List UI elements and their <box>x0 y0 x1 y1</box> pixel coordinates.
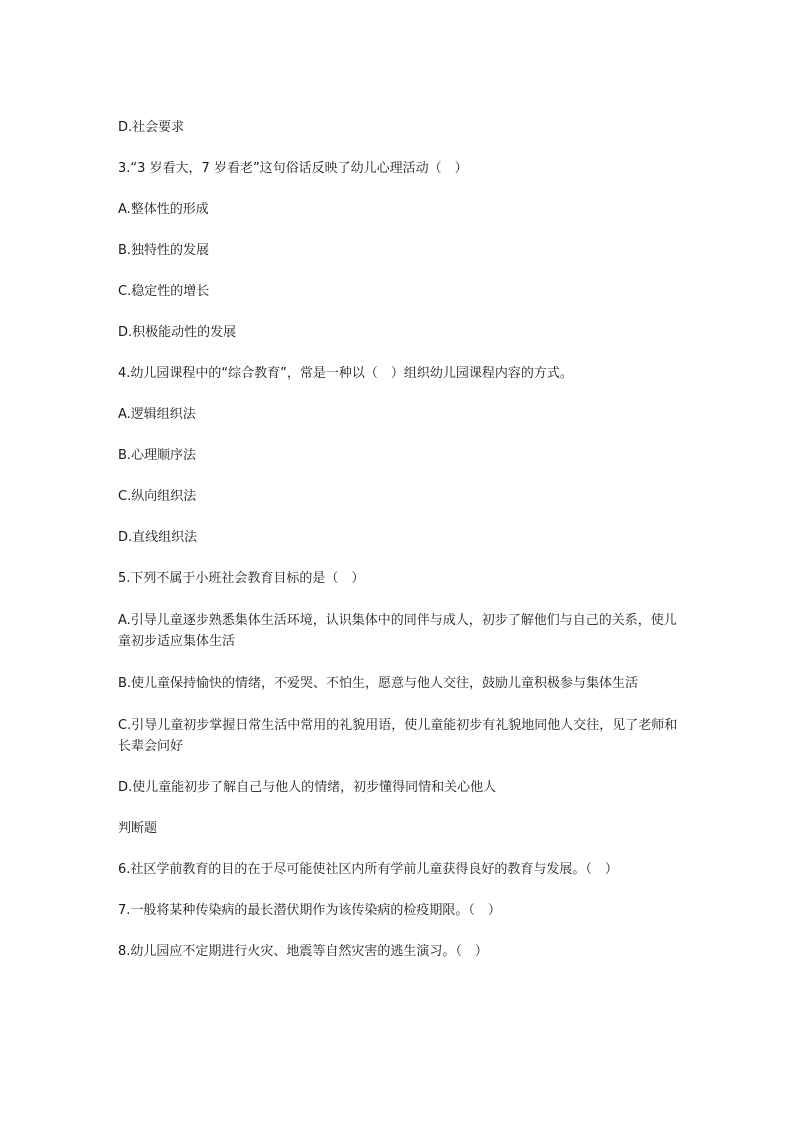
option-b-q5: B.使儿童保持愉快的情绪，不爱哭、不怕生，愿意与他人交往，鼓励儿童积极参与集体生活 <box>118 676 639 691</box>
option-b-q4: B.心理顺序法 <box>118 448 197 463</box>
section-heading-true-false: 判断题 <box>118 821 158 836</box>
question-5: 5.下列不属于小班社会教育目标的是（ ） <box>118 571 365 586</box>
question-4: 4.幼儿园课程中的“综合教育”，常是一种以（ ）组织幼儿园课程内容的方式。 <box>118 366 573 381</box>
question-7: 7.一般将某种传染病的最长潜伏期作为该传染病的检疫期限。（ ） <box>118 903 501 918</box>
option-c-q3: C.稳定性的增长 <box>118 284 210 299</box>
question-3: 3.“3 岁看大，7 岁看老”这句俗话反映了幼儿心理活动（ ） <box>118 161 468 176</box>
option-a-q4: A.逻辑组织法 <box>118 407 196 422</box>
question-8: 8.幼儿园应不定期进行火灾、地震等自然灾害的逃生演习。（ ） <box>118 944 488 959</box>
option-d-q4: D.直线组织法 <box>118 530 198 545</box>
option-d-q5: D.使儿童能初步了解自己与他人的情绪，初步懂得同情和关心他人 <box>118 780 497 795</box>
option-d-q3: D.积极能动性的发展 <box>118 325 237 340</box>
option-b-q3: B.独特性的发展 <box>118 243 210 258</box>
question-6: 6.社区学前教育的目的在于尽可能使社区内所有学前儿童获得良好的教育与发展。（ ） <box>118 862 618 877</box>
option-c-q4: C.纵向组织法 <box>118 489 197 504</box>
option-a-q3: A.整体性的形成 <box>118 202 209 217</box>
option-c-q5: C.引导儿童初步掌握日常生活中常用的礼貌用语，使儿童能初步有礼貌地同他人交往，见了老师和长辈会问好 <box>118 718 678 754</box>
option-a-q5: A.引导儿童逐步熟悉集体生活环境，认识集体中的同伴与成人，初步了解他们与自己的关系，使儿童初步适应集体生活 <box>118 613 677 649</box>
option-d-q2: D.社会要求 <box>118 120 185 135</box>
document-page <box>118 118 678 983</box>
